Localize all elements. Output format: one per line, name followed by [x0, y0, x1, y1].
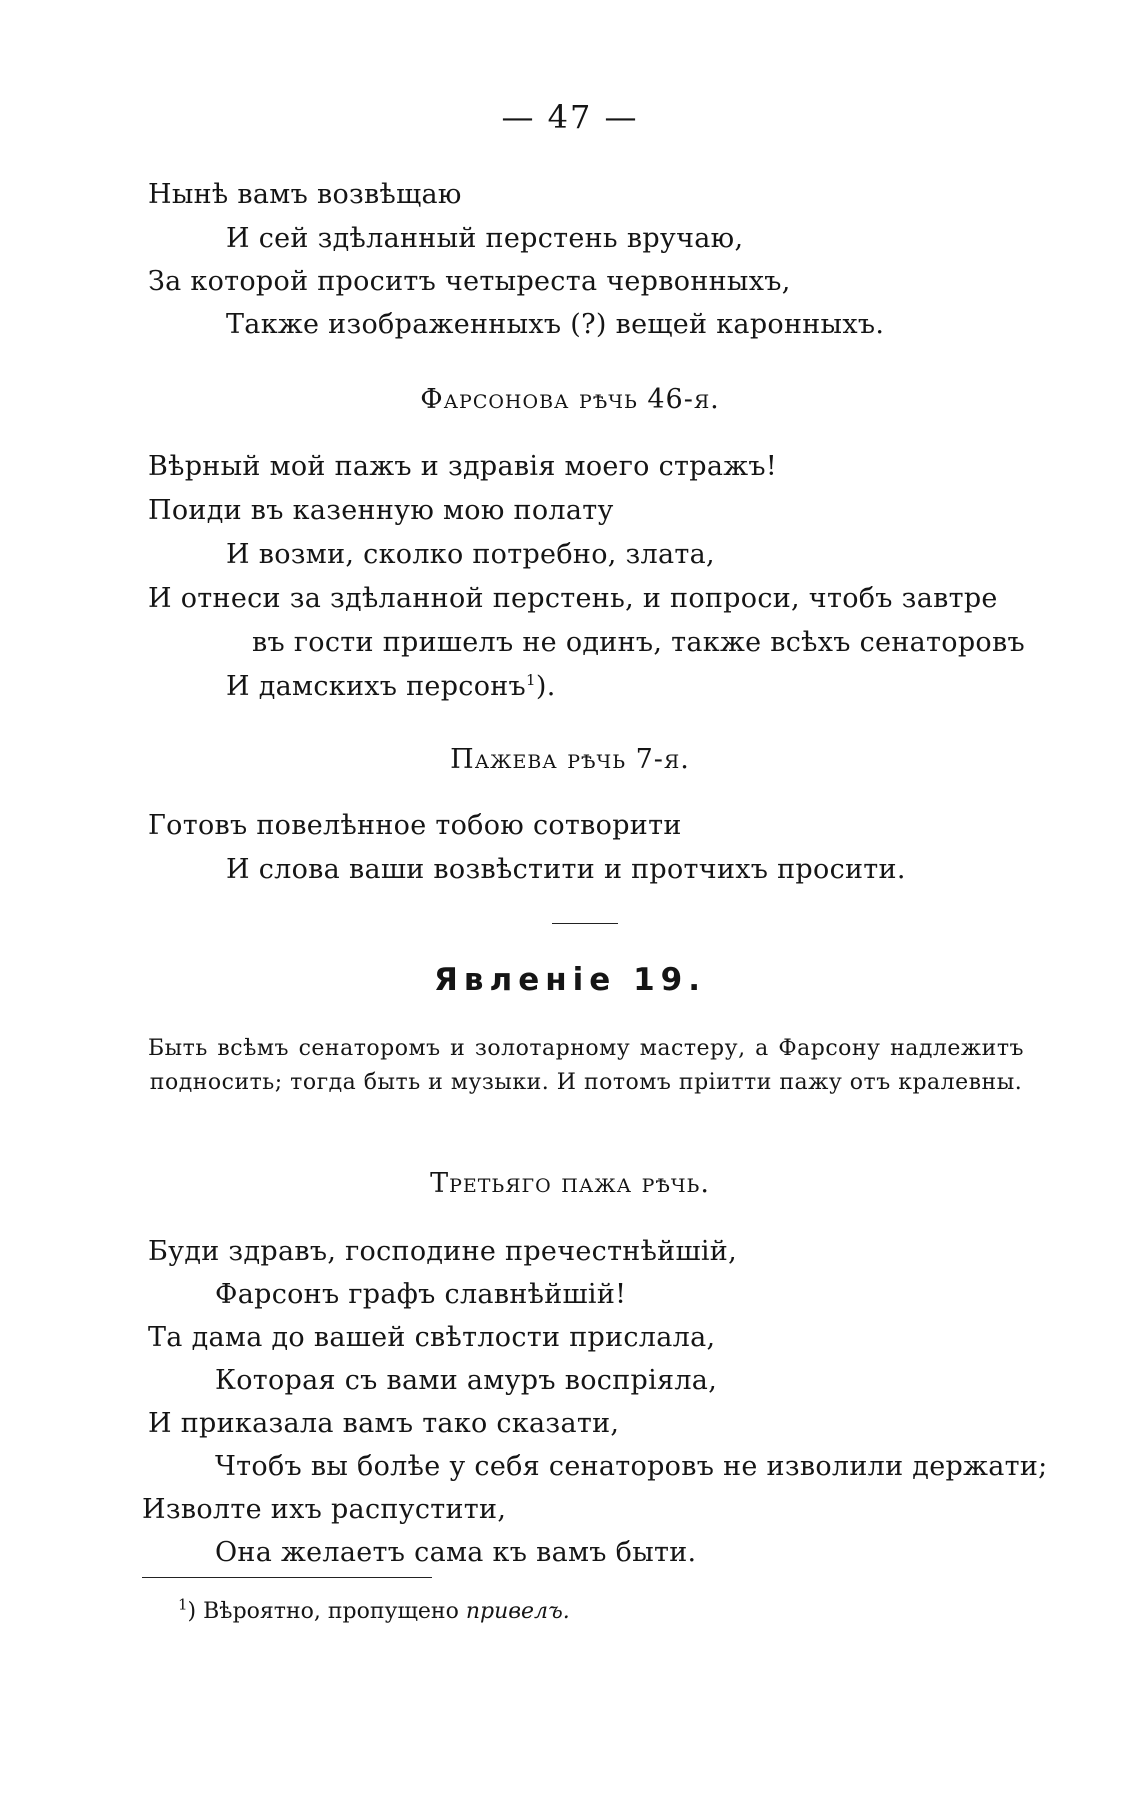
- verse-line: Она желаетъ сама къ вамъ быти.: [215, 1537, 697, 1568]
- footnote-text: Вѣроятно, пропущено: [196, 1599, 466, 1624]
- verse-text-end: ).: [535, 671, 556, 702]
- speech-heading: Фарсонова рѣчь 46-я.: [420, 384, 720, 415]
- verse-line: Которая съ вами амуръ воспріяла,: [215, 1365, 718, 1396]
- footnote-ref: 1: [526, 671, 536, 689]
- verse-line: И возми, сколко потребно, злата,: [226, 539, 715, 570]
- verse-line: И сей здѣланный перстень вручаю,: [226, 223, 744, 254]
- verse-line: [226, 673, 556, 700]
- section-divider: [552, 923, 618, 924]
- footnote-italic: привелъ.: [465, 1599, 570, 1624]
- verse-line: Изволте ихъ распустити,: [142, 1494, 507, 1525]
- verse-line: И приказала вамъ тако сказати,: [148, 1408, 620, 1439]
- verse-line: въ гости пришелъ не одинъ, также всѣхъ сенаторовъ: [252, 627, 1025, 658]
- verse-text: И дамскихъ персонъ: [226, 671, 527, 702]
- verse-line: Вѣрный мой пажъ и здравія моего стражъ!: [148, 451, 777, 482]
- verse-line: За которой проситъ четыреста червонныхъ,: [148, 266, 791, 297]
- stage-direction: Быть всѣмъ сенаторомъ и золотарному мастеру, а Фарсону надлежитъ подносить; тогда быть и музыки. И потомъ пріитти пажу отъ кралевны.: [148, 1036, 1024, 1095]
- speech-heading: Пажева рѣчь 7-я.: [450, 744, 690, 775]
- verse-line: Чтобъ вы болѣе у себя сенаторовъ не изволили держати;: [215, 1451, 1048, 1482]
- scene-title: Явленіе 19.: [434, 962, 706, 998]
- verse-line: Фарсонъ графъ славнѣйшій!: [215, 1279, 627, 1310]
- verse-line: Нынѣ вамъ возвѣщаю: [148, 179, 462, 210]
- footnote-rule: [142, 1577, 432, 1578]
- verse-line: И слова ваши возвѣстити и протчихъ просити.: [226, 854, 906, 885]
- verse-line: Поиди въ казенную мою полату: [148, 495, 614, 526]
- verse-line: Буди здравъ, господине пречестнѣйшій,: [148, 1236, 737, 1267]
- verse-line: Также изображенныхъ (?) вещей каронныхъ.: [226, 309, 885, 340]
- verse-line: Та дама до вашей свѣтлости прислала,: [148, 1322, 716, 1353]
- footnote-mark: 1: [178, 1595, 188, 1614]
- verse-line: И отнеси за здѣланной перстень, и попроси, чтобъ завтре: [148, 583, 998, 614]
- footnote-close: ): [187, 1599, 197, 1624]
- speech-heading: Третьяго пажа рѣчь.: [430, 1168, 710, 1199]
- verse-line: Готовъ повелѣнное тобою сотворити: [148, 810, 682, 841]
- page-number: — 47 —: [501, 98, 639, 136]
- footnote: [178, 1595, 570, 1624]
